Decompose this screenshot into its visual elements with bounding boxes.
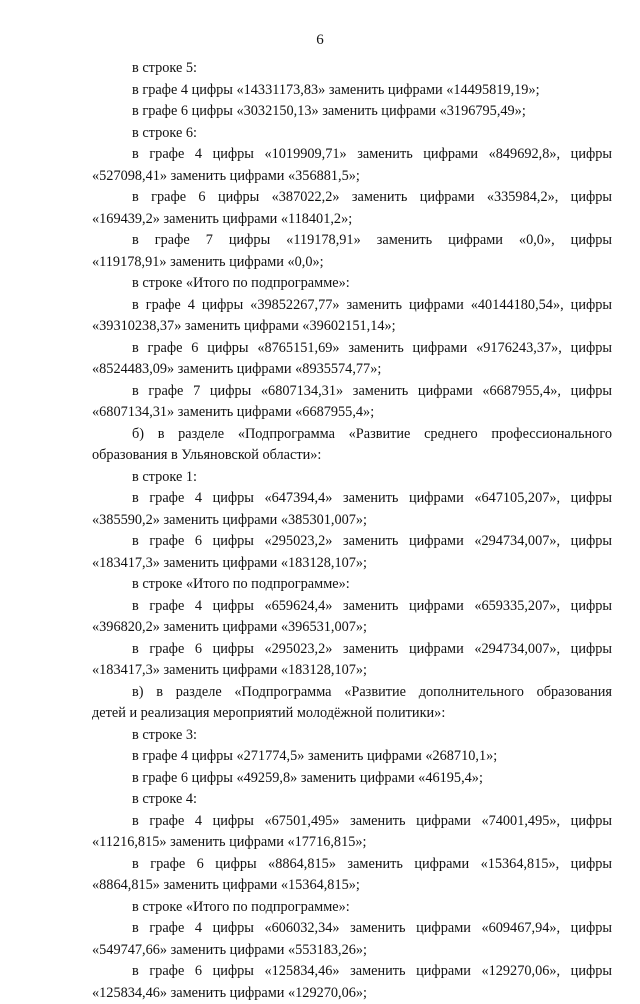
text-line: образования в Ульяновской области»:	[92, 445, 612, 467]
text-line: в строке 4:	[92, 789, 612, 811]
text-line: в графе 6 цифры «295023,2» заменить цифрами «294734,007», цифры	[92, 531, 612, 553]
text-line: в графе 4 цифры «659624,4» заменить цифрами «659335,207», цифры	[92, 596, 612, 618]
text-line: «385590,2» заменить цифрами «385301,007»;	[92, 510, 612, 532]
text-line: «119178,91» заменить цифрами «0,0»;	[92, 252, 612, 274]
text-line: «396820,2» заменить цифрами «396531,007»;	[92, 617, 612, 639]
text-line: в графе 6 цифры «3032150,13» заменить цифрами «3196795,49»;	[92, 101, 612, 123]
document-body	[92, 58, 612, 1004]
text-line: в графе 4 цифры «14331173,83» заменить цифрами «14495819,19»;	[92, 80, 612, 102]
text-line: в графе 4 цифры «271774,5» заменить цифрами «268710,1»;	[92, 746, 612, 768]
text-line: «169439,2» заменить цифрами «118401,2»;	[92, 209, 612, 231]
text-line: в графе 6 цифры «8864,815» заменить цифрами «15364,815», цифры	[92, 854, 612, 876]
text-line: в строке 5:	[92, 58, 612, 80]
text-line: в строке 3:	[92, 725, 612, 747]
text-line: в строке «Итого по подпрограмме»:	[92, 273, 612, 295]
page-number: 6	[0, 32, 640, 49]
text-line: в графе 4 цифры «1019909,71» заменить цифрами «849692,8», цифры	[92, 144, 612, 166]
text-line: в графе 7 цифры «119178,91» заменить цифрами «0,0», цифры	[92, 230, 612, 252]
text-line: в графе 7 цифры «6807134,31» заменить цифрами «6687955,4», цифры	[92, 381, 612, 403]
text-line: в) в разделе «Подпрограмма «Развитие дополнительного образования	[92, 682, 612, 704]
text-line: б) в разделе «Подпрограмма «Развитие среднего профессионального	[92, 424, 612, 446]
text-line: «527098,41» заменить цифрами «356881,5»;	[92, 166, 612, 188]
text-line: «183417,3» заменить цифрами «183128,107»;	[92, 553, 612, 575]
text-line: в строке 6:	[92, 123, 612, 145]
text-line: в строке «Итого по подпрограмме»:	[92, 897, 612, 919]
text-line: «6807134,31» заменить цифрами «6687955,4»;	[92, 402, 612, 424]
text-line: в графе 6 цифры «125834,46» заменить цифрами «129270,06», цифры	[92, 961, 612, 983]
text-line: «8524483,09» заменить цифрами «8935574,77»;	[92, 359, 612, 381]
text-line: в графе 6 цифры «387022,2» заменить цифрами «335984,2», цифры	[92, 187, 612, 209]
text-line: в графе 6 цифры «295023,2» заменить цифрами «294734,007», цифры	[92, 639, 612, 661]
text-line: детей и реализация мероприятий молодёжной политики»:	[92, 703, 612, 725]
text-line: в строке 1:	[92, 467, 612, 489]
text-line: «11216,815» заменить цифрами «17716,815»;	[92, 832, 612, 854]
text-line: в графе 6 цифры «49259,8» заменить цифрами «46195,4»;	[92, 768, 612, 790]
text-line: «549747,66» заменить цифрами «553183,26»;	[92, 940, 612, 962]
text-line: в графе 4 цифры «606032,34» заменить цифрами «609467,94», цифры	[92, 918, 612, 940]
text-line: «39310238,37» заменить цифрами «39602151,14»;	[92, 316, 612, 338]
text-line: «8864,815» заменить цифрами «15364,815»;	[92, 875, 612, 897]
text-line: в графе 4 цифры «647394,4» заменить цифрами «647105,207», цифры	[92, 488, 612, 510]
text-line: в графе 4 цифры «39852267,77» заменить цифрами «40144180,54», цифры	[92, 295, 612, 317]
text-line: в графе 4 цифры «67501,495» заменить цифрами «74001,495», цифры	[92, 811, 612, 833]
text-line: «183417,3» заменить цифрами «183128,107»;	[92, 660, 612, 682]
text-line: «125834,46» заменить цифрами «129270,06»;	[92, 983, 612, 1004]
text-line: в графе 6 цифры «8765151,69» заменить цифрами «9176243,37», цифры	[92, 338, 612, 360]
text-line: в строке «Итого по подпрограмме»:	[92, 574, 612, 596]
